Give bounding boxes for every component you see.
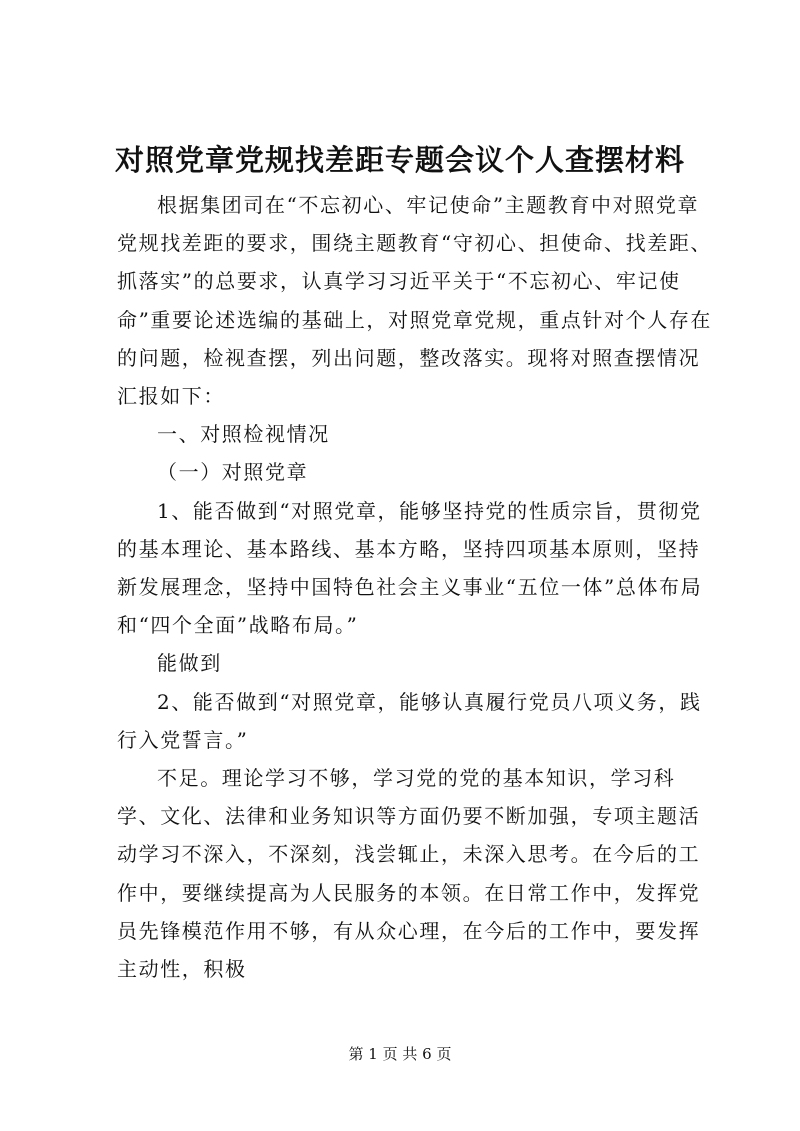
paragraph-item-1: 1、能否做到“对照党章，能够坚持党的性质宗旨，贯彻党的基本理论、基本路线、基本方略，坚持四项基本原则，坚持新发展理念，坚持中国特色社会主义事业“五位一体”总体布局和“四个全面”战略布局。” [117,498,703,638]
paragraph-item-2: 2、能否做到“对照党章，能够认真履行党员八项义务，践行入党誓言。” [117,689,702,752]
paragraph-answer-2: 不足。理论学习不够，学习党的党的基本知识，学习科学、文化、法律和业务知识等方面仍要不断加强，专项主题活动学习不深入，不深刻，浅尝辄止，未深入思考。在今后的工作中，要继续提高为人民服务的本领。在日常工作中，发挥党员先锋模范作用不够，有从众心理，在今后的工作中，要发挥主动性，积极 [117,766,701,982]
document-body [117,186,717,988]
paragraph-answer-1: 能做到 [157,651,222,676]
page-footer: 第 1 页 共 6 页 [348,1045,452,1063]
section-heading: 一、对照检视情况 [157,422,330,447]
paragraph-intro: 根据集团司在“不忘初心、牢记使命”主题教育中对照党章党规找差距的要求，围绕主题教育“守初心、担使命、找差距、抓落实”的总要求，认真学习习近平关于“不忘初心、牢记使命”重要论述选编的基础上，对照党章党规，重点针对个人存在的问题，检视查摆，列出问题，整改落实。现将对照查摆情况汇报如下： [117,193,713,409]
document-title: 对照党章党规找差距专题会议个人查摆材料 [114,143,685,177]
subsection-heading: （一）对照党章 [157,460,309,485]
